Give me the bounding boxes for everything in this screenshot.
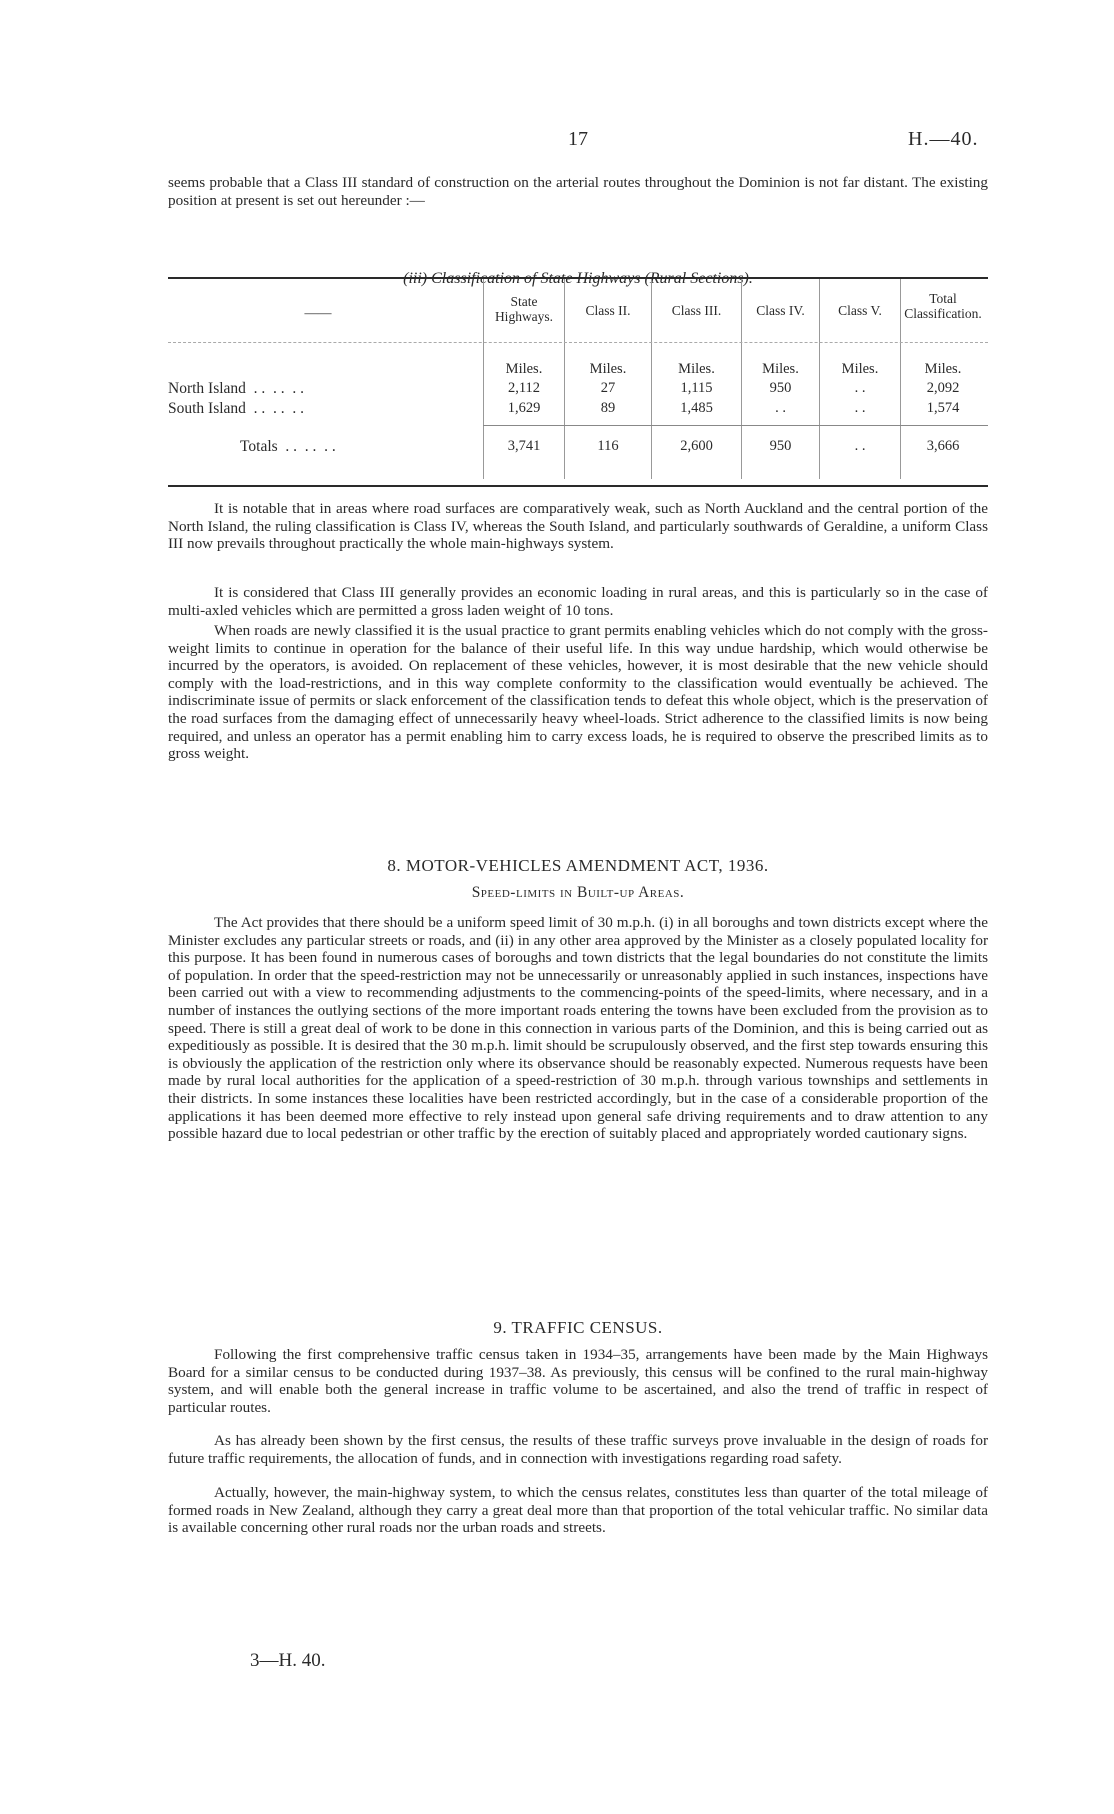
page-footer-signature: 3—H. 40.	[250, 1650, 326, 1671]
table-cell: 2,112	[507, 380, 541, 396]
header-class-iii: Class III.	[671, 303, 722, 318]
table-cell: . .	[854, 380, 866, 396]
table-cell: 1,485	[680, 400, 713, 416]
totals-cell: 3,666	[926, 438, 960, 454]
table-cell: 1,115	[680, 380, 713, 396]
row-label-south-island: South Island . . . . . .	[168, 400, 305, 417]
table-cell: 89	[600, 400, 616, 416]
paragraph-permits: When roads are newly classified it is the usual practice to grant permits enabling vehicles which do not comply with the gross-weight limits to continue in operation for the balance of their useful life. In this way undue hardship, which would otherwise be incurred by the operators, is avoided. On replacement of these vehicles, however, it is most desirable that the new vehicle should comply with the load-restrictions, and in this way complete conformity to the classification would eventually be achieved. The indiscriminate issue of permits or slack enforcement of the classification tends to defeat this whole object, which is the preservation of the road surfaces from the damaging effect of unnecessarily heavy wheel-loads. Strict adherence to the classified limits is now being required, and unless an operator has a permit enabling him to carry excess loads, he is required to observe the prescribed limits as to gross weight.	[168, 622, 988, 763]
table-cell: 1,629	[507, 400, 541, 416]
table-bottom-rule	[168, 485, 988, 487]
totals-cell: 116	[597, 438, 619, 454]
header-total-classification: Total Classification.	[904, 291, 982, 321]
row-label-totals: Totals . . . . . .	[240, 438, 336, 455]
table-cell: . .	[854, 400, 866, 416]
intro-paragraph: seems probable that a Class III standard of construction on the arterial routes throughout the Dominion is not far distant. The existing position at present is set out hereunder :—	[168, 174, 988, 209]
header-separator	[168, 342, 988, 343]
row-label-north-island: North Island . . . . . .	[168, 380, 305, 397]
page-number: 17	[568, 128, 588, 150]
paragraph-census-coverage: Actually, however, the main-highway system, to which the census relates, constitutes less than quarter of the total mileage of formed roads in New Zealand, although they carry a great deal more than that proportion of the total vehicular traffic. No similar data is available concerning other rural roads nor the urban roads and streets.	[168, 1484, 988, 1537]
paragraph-class-iii-loading: It is considered that Class III generally provides an economic loading in rural areas, and this is particularly so in the case of multi-axled vehicles which are permitted a gross laden weight of 10 tons.	[168, 584, 988, 619]
unit-cell: Miles.	[924, 361, 962, 377]
unit-cell: Miles.	[589, 361, 627, 377]
totals-separator	[483, 425, 988, 426]
table-cell: 2,092	[926, 380, 960, 396]
table-cell: 27	[600, 380, 616, 396]
paragraph-weak-surfaces: It is notable that in areas where road surfaces are comparatively weak, such as North Auckland and the central portion of the North Island, the ruling classification is Class IV, whereas the South Island, and particularly southwards of Geraldine, a uniform Class III now prevails throughout practically the whole main-highways system.	[168, 500, 988, 553]
paragraph-census-results: As has already been shown by the first census, the results of these traffic surveys prove invaluable in the design of roads for future traffic requirements, the allocation of funds, and in connection with investigations regarding road safety.	[168, 1432, 988, 1467]
table-caption: (iii) Classification of State Highways (Rural Sections).	[403, 270, 753, 287]
section-9-heading: 9. TRAFFIC CENSUS.	[493, 1318, 663, 1337]
unit-cell: Miles.	[505, 361, 543, 377]
table-cell: 1,574	[926, 400, 960, 416]
header-class-iv: Class IV.	[756, 303, 805, 318]
unit-cell: Miles.	[762, 361, 799, 377]
section-8-heading: 8. MOTOR-VEHICLES AMENDMENT ACT, 1936.	[387, 856, 769, 875]
paragraph-speed-limits: The Act provides that there should be a uniform speed limit of 30 m.p.h. (i) in all boroughs and town districts except where the Minister excludes any particular streets or roads, and (ii) in any other area approved by the Minister as a closely populated locality for this purpose. It has been found in numerous cases of boroughs and town districts that the legal boundaries do not constitute the limits of population. In order that the speed-restriction may not be unnecessarily or unreasonably applied in such instances, inspections have been carried out with a view to recommending adjustments to the commencing-points of the speed-limits, where necessary, and in a number of instances the outlying sections of the more important roads entering the towns have been excluded from the provision as to speed. There is still a great deal of work to be done in this connection in various parts of the Dominion, and this is being carried out as expeditiously as possible. It is desired that the 30 m.p.h. limit should be scrupulously observed, and the first step towards ensuring this is obviously the application of the restriction only where its observance should be reasonably expected. Numerous requests have been made by rural local authorities for the application of a speed-restriction of 30 m.p.h. through various townships and settlements in their districts. In some instances these localities have been restricted accordingly, but in the case of a considerable proportion of the applications it has been deemed more effective to rely instead upon general safe driving requirements and to draw attention to any possible hazard due to local pedestrian or other traffic by the erection of suitably placed and appropriately worded cautionary signs.	[168, 914, 988, 1143]
table-cell: . .	[775, 400, 786, 416]
paragraph-census-arrangements: Following the first comprehensive traffic census taken in 1934–35, arrangements have been made by the Main Highways Board for a similar census to be conducted during 1937–38. As previously, this census will be confined to the rural main-highway system, and will enable both the general increase in traffic volume to be ascertained, and also the trend of traffic in respect of particular routes.	[168, 1346, 988, 1416]
header-state-highways: State Highways.	[494, 294, 554, 324]
document-reference: H.—40.	[908, 128, 979, 150]
section-8-subheading: Speed-limits in Built-up Areas.	[471, 884, 685, 901]
totals-cell: 3,741	[507, 438, 541, 454]
totals-cell: 2,600	[680, 438, 713, 454]
classification-table	[168, 277, 988, 487]
totals-cell: 950	[769, 438, 792, 454]
header-class-v: Class V.	[838, 303, 882, 318]
header-blank-cell: ——	[304, 305, 332, 320]
unit-cell: Miles.	[841, 361, 879, 377]
unit-cell: Miles.	[678, 361, 715, 377]
header-class-ii: Class II.	[585, 303, 631, 318]
totals-cell: . .	[854, 438, 866, 454]
column-divider	[900, 279, 901, 479]
table-cell: 950	[769, 380, 792, 396]
